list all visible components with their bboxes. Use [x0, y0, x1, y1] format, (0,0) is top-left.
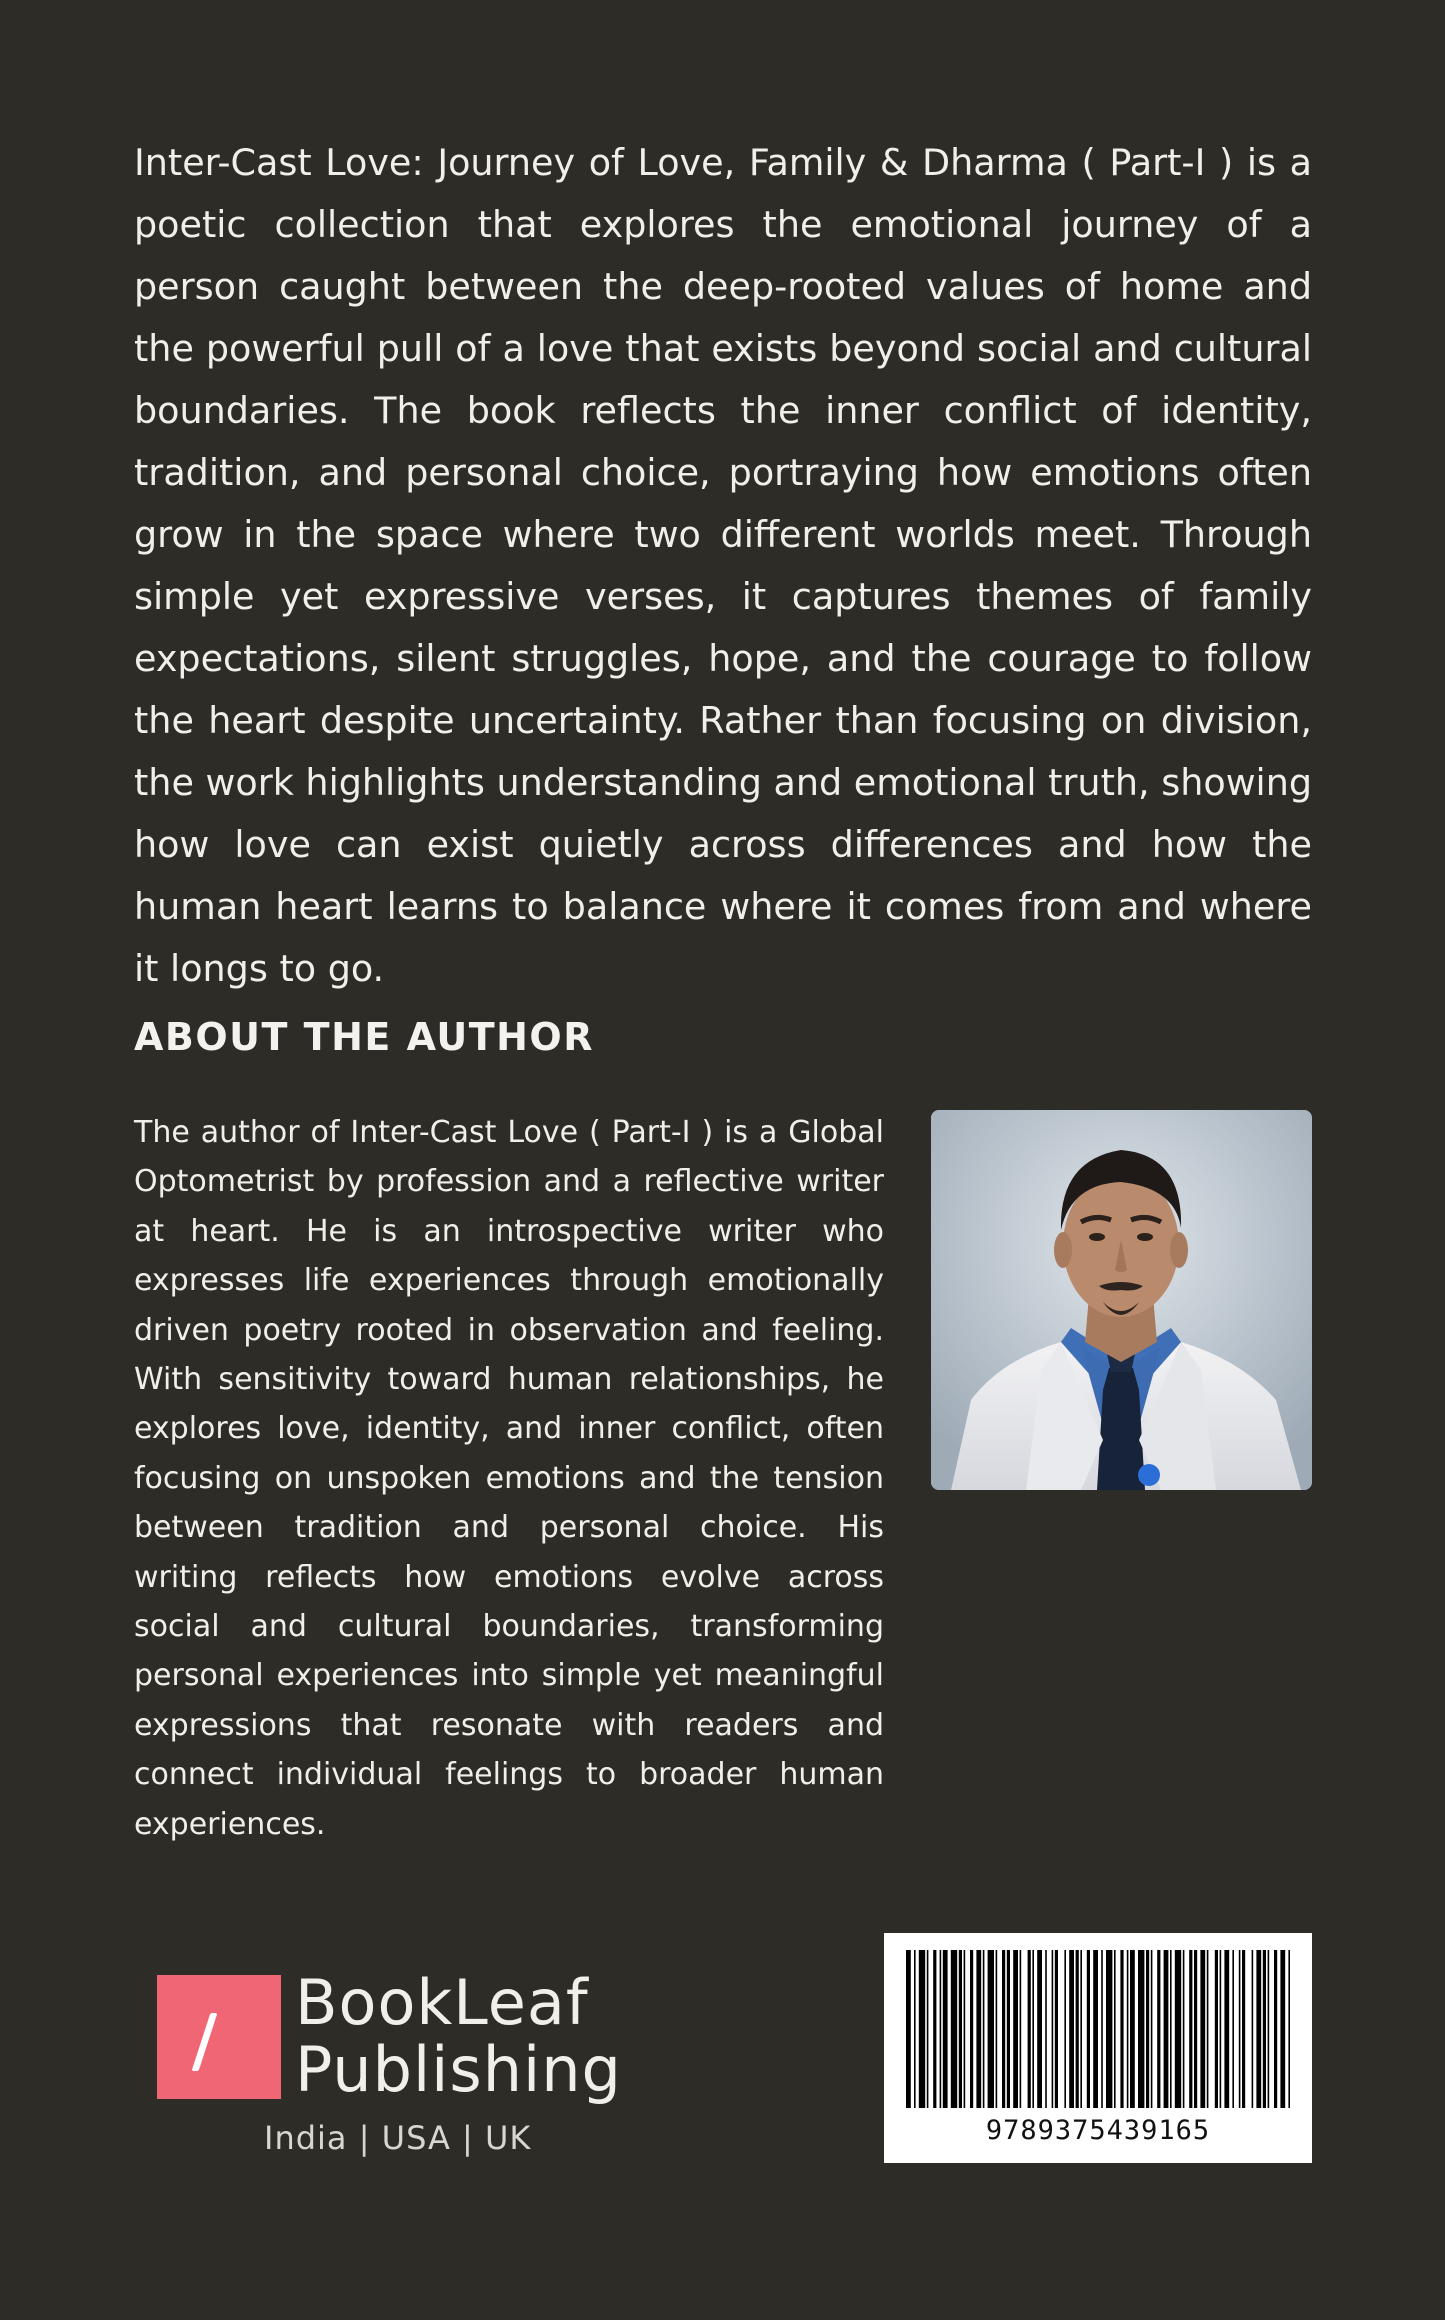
about-author-heading: ABOUT THE AUTHOR: [134, 1015, 594, 1059]
barcode-bar: [1164, 1950, 1169, 2108]
book-blurb: Inter-Cast Love: Journey of Love, Family & Dharma ( Part-I ) is a poetic collection that explores the emotional journey of a person caught between the deep-rooted values of home and the powerful pull of a love that exists beyond social and cultural boundaries. The book reflects the inner conflict of identity, tradition, and personal choice, portraying how emotions often grow in the space where two different worlds meet. Through simple yet expressive verses, it captures themes of family expectations, silent struggles, hope, and the courage to follow the heart despite uncertainty. Rather than focusing on division, the work highlights understanding and emotional truth, showing how love can exist quietly across differences and how the human heart learns to balance where it comes from and where it longs to go.: [134, 141, 1312, 990]
barcode-bar: [1256, 1950, 1261, 2108]
barcode-bar: [1194, 1950, 1197, 2108]
barcode-bar: [1239, 1950, 1241, 2108]
barcode-bar: [964, 1950, 966, 2108]
barcode-bar: [1200, 1950, 1205, 2108]
barcode-bar: [1288, 1950, 1290, 2108]
barcode-bar: [1045, 1950, 1047, 2108]
barcode-bar: [1055, 1950, 1058, 2108]
publisher-name-line1: BookLeaf: [295, 1966, 589, 2039]
barcode-bar: [943, 1950, 948, 2108]
barcode-bar: [1170, 1950, 1172, 2108]
barcode-bar: [1076, 1950, 1079, 2108]
barcode-bar: [959, 1950, 962, 2108]
barcode-bar: [1207, 1950, 1209, 2108]
barcode-bar: [1002, 1950, 1005, 2108]
barcode-bar: [919, 1950, 925, 2108]
barcode-bar: [1189, 1950, 1192, 2108]
barcode-bar: [1263, 1950, 1266, 2108]
isbn-barcode: [884, 1933, 1312, 2163]
barcode-bar: [933, 1950, 936, 2108]
barcode-bar: [1242, 1950, 1245, 2108]
author-photo: [931, 1110, 1312, 1490]
barcode-bar: [1007, 1950, 1010, 2108]
barcode-bar: [996, 1950, 998, 2108]
barcode-bar: [940, 1950, 942, 2108]
barcode-bar: [983, 1950, 985, 2108]
barcode-bar: [1087, 1950, 1090, 2108]
barcode-bar: [951, 1950, 957, 2108]
barcode-bar: [1175, 1950, 1181, 2108]
barcode-bar: [1215, 1950, 1218, 2108]
barcode-bar: [1268, 1950, 1270, 2108]
barcode-bar: [1020, 1950, 1022, 2108]
slash-icon: [192, 2013, 218, 2071]
publisher-name-line2: Publishing: [295, 2033, 622, 2106]
barcode-bar: [1138, 1950, 1144, 2108]
barcode-bar: [1183, 1950, 1185, 2108]
barcode-bar: [1114, 1950, 1116, 2108]
about-author-text: The author of Inter-Cast Love ( Part-I ) is a Global Optometrist by profession and a reflective writer at heart. He is an introspective writer who expresses life experiences through emotionally driven poetry rooted in observation and feeling. With sensitivity toward human relationships, he explores love, identity, and inner conflict, often focusing on unspoken emotions and the tension between tradition and personal choice. His writing reflects how emotions evolve across social and cultural boundaries, transforming personal experiences into simple yet meaningful expressions that resonate with readers and connect individual feelings to broader human experiences.: [134, 1115, 884, 1842]
publisher-regions: India | USA | UK: [264, 2119, 532, 2157]
barcode-bar: [1232, 1950, 1234, 2108]
barcode-number: 9789375439165: [985, 2115, 1211, 2146]
publisher-logo-mark: [157, 1975, 281, 2099]
barcode-bar: [1028, 1950, 1031, 2108]
barcode-bar: [1127, 1950, 1129, 2108]
barcode-bar: [1106, 1950, 1112, 2108]
barcode-bar: [1274, 1950, 1277, 2108]
barcode-bar: [988, 1950, 994, 2108]
barcode-bar: [1151, 1950, 1153, 2108]
barcode-bar: [1101, 1950, 1103, 2108]
barcode-bar: [1252, 1950, 1254, 2108]
barcode-bar: [1064, 1950, 1066, 2108]
barcode-bar: [1120, 1950, 1123, 2108]
barcode-bar: [914, 1950, 916, 2108]
barcode-bar: [970, 1950, 973, 2108]
barcode-bar: [927, 1950, 929, 2108]
barcode-bar: [1013, 1950, 1018, 2108]
barcode-bar: [1224, 1950, 1229, 2108]
barcode-bar: [1280, 1950, 1285, 2108]
barcode-bar: [1146, 1950, 1149, 2108]
barcode-bar: [1037, 1950, 1042, 2108]
barcode-bar: [1157, 1950, 1160, 2108]
barcode-bar: [1032, 1950, 1034, 2108]
barcode-bar: [1093, 1950, 1098, 2108]
barcode-bar: [1052, 1950, 1054, 2108]
barcode-bar: [1220, 1950, 1222, 2108]
barcode-bar: [1130, 1950, 1135, 2108]
publisher-logo: [157, 1966, 622, 2166]
barcode-bars: [902, 1950, 1294, 2108]
barcode-bar: [1080, 1950, 1082, 2108]
barcode-bar: [906, 1950, 911, 2108]
barcode-bar: [976, 1950, 981, 2108]
barcode-bar: [1069, 1950, 1074, 2108]
